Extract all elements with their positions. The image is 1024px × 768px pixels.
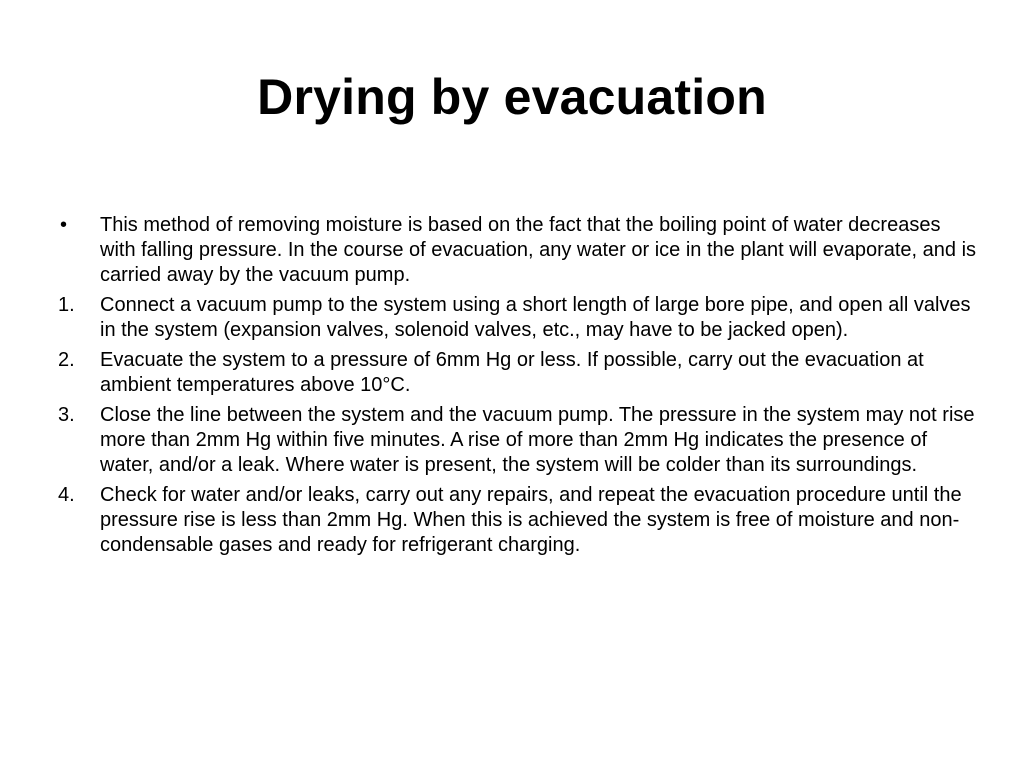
slide-title: Drying by evacuation xyxy=(257,69,767,125)
step-2-number: 2. xyxy=(58,349,75,371)
step-2-text: Evacuate the system to a pressure of 6mm Hg or less. If possible, carry out the evacuation at ambient temperatures above 10°C. xyxy=(100,349,924,396)
bullet-marker: • xyxy=(60,214,68,236)
step-4-item xyxy=(58,483,978,558)
step-4-number: 4. xyxy=(58,484,75,506)
step-1-text: Connect a vacuum pump to the system using a short length of large bore pipe, and open all valves in the system (expansion valves, solenoid valves, etc., may have to be jacked open). xyxy=(100,294,971,341)
step-3-text: Close the line between the system and the vacuum pump. The pressure in the system may not rise more than 2mm Hg within five minutes. A rise of more than 2mm Hg indicates the presence of water, and/or a leak. Where water is present, the system will be colder than its surroundings. xyxy=(100,404,975,476)
step-4-text: Check for water and/or leaks, carry out any repairs, and repeat the evacuation procedure until the pressure rise is less than 2mm Hg. When this is achieved the system is free of moisture and non-condensable gases and ready for refrigerant charging. xyxy=(100,484,962,556)
step-1-number: 1. xyxy=(58,294,75,316)
content-list xyxy=(58,213,978,563)
step-3-number: 3. xyxy=(58,404,75,426)
step-1-item xyxy=(58,293,978,343)
step-2-item xyxy=(58,348,978,398)
step-3-item xyxy=(58,403,978,478)
intro-text: This method of removing moisture is based on the fact that the boiling point of water decreases with falling pressure. In the course of evacuation, any water or ice in the plant will evaporate, and is carried away by the vacuum pump. xyxy=(100,214,977,286)
intro-bullet-item xyxy=(58,213,978,288)
